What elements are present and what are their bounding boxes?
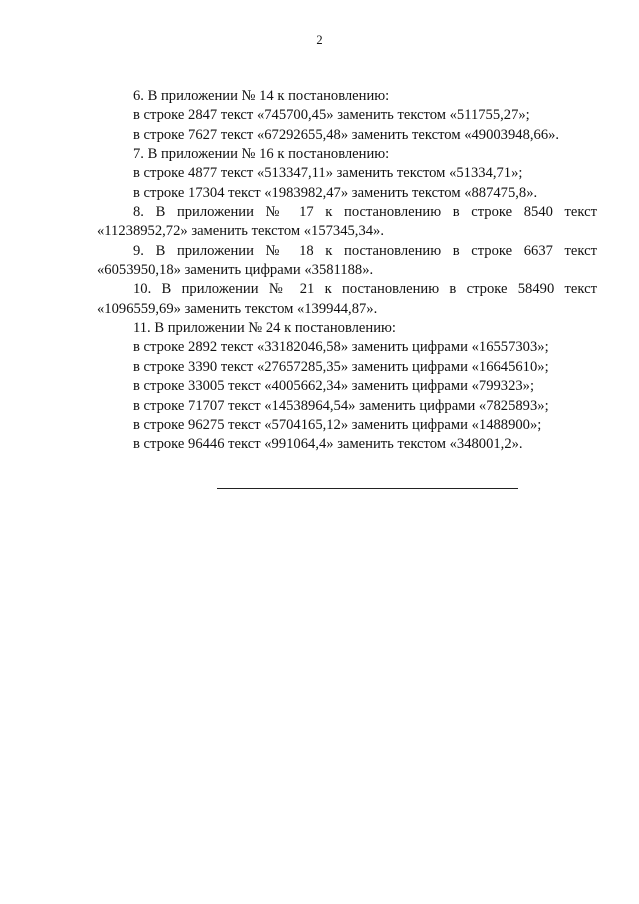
item-10-line-2: «1096559,69» заменить текстом «139944,87». — [97, 300, 378, 317]
item-6-line-1: в строке 2847 текст «745700,45» заменить текстом «511755,27»; — [133, 107, 530, 124]
item-11-line-1: в строке 2892 текст «33182046,58» заменить цифрами «16557303»; — [133, 339, 549, 356]
item-9-line-2: «6053950,18» заменить цифрами «3581188». — [97, 262, 374, 279]
item-7-line-2: в строке 17304 текст «1983982,47» заменить текстом «887475,8». — [133, 184, 538, 201]
item-6-heading: 6. В приложении № 14 к постановлению: — [133, 88, 390, 104]
item-11-line-5: в строке 96275 текст «5704165,12» заменить цифрами «1488900»; — [133, 416, 542, 433]
item-8-line-1: 8. В приложении № 17 к постановлению в строке 8540 текст — [133, 204, 597, 221]
item-9-line-1: 9. В приложении № 18 к постановлению в строке 6637 текст — [133, 242, 597, 259]
item-7-heading: 7. В приложении № 16 к постановлению: — [133, 146, 390, 163]
item-7-line-1: в строке 4877 текст «513347,11» заменить текстом «51334,71»; — [133, 165, 523, 182]
item-11-line-4: в строке 71707 текст «14538964,54» заменить цифрами «7825893»; — [133, 397, 549, 414]
item-11-line-2: в строке 3390 текст «27657285,35» заменить цифрами «16645610»; — [133, 358, 549, 375]
item-11-line-3: в строке 33005 текст «4005662,34» заменить цифрами «799323»; — [133, 378, 535, 395]
item-6-line-2: в строке 7627 текст «67292655,48» заменить текстом «49003948,66». — [133, 126, 560, 143]
document-body — [97, 87, 597, 455]
item-10-line-1: 10. В приложении № 21 к постановлению в строке 58490 текст — [133, 281, 597, 298]
page-number: 2 — [316, 33, 323, 47]
item-11-line-6: в строке 96446 текст «991064,4» заменить текстом «348001,2». — [133, 436, 523, 453]
item-8-line-2: «11238952,72» заменить текстом «157345,34». — [97, 223, 384, 240]
item-11-heading: 11. В приложении № 24 к постановлению: — [133, 320, 396, 337]
end-divider-line — [217, 488, 518, 489]
